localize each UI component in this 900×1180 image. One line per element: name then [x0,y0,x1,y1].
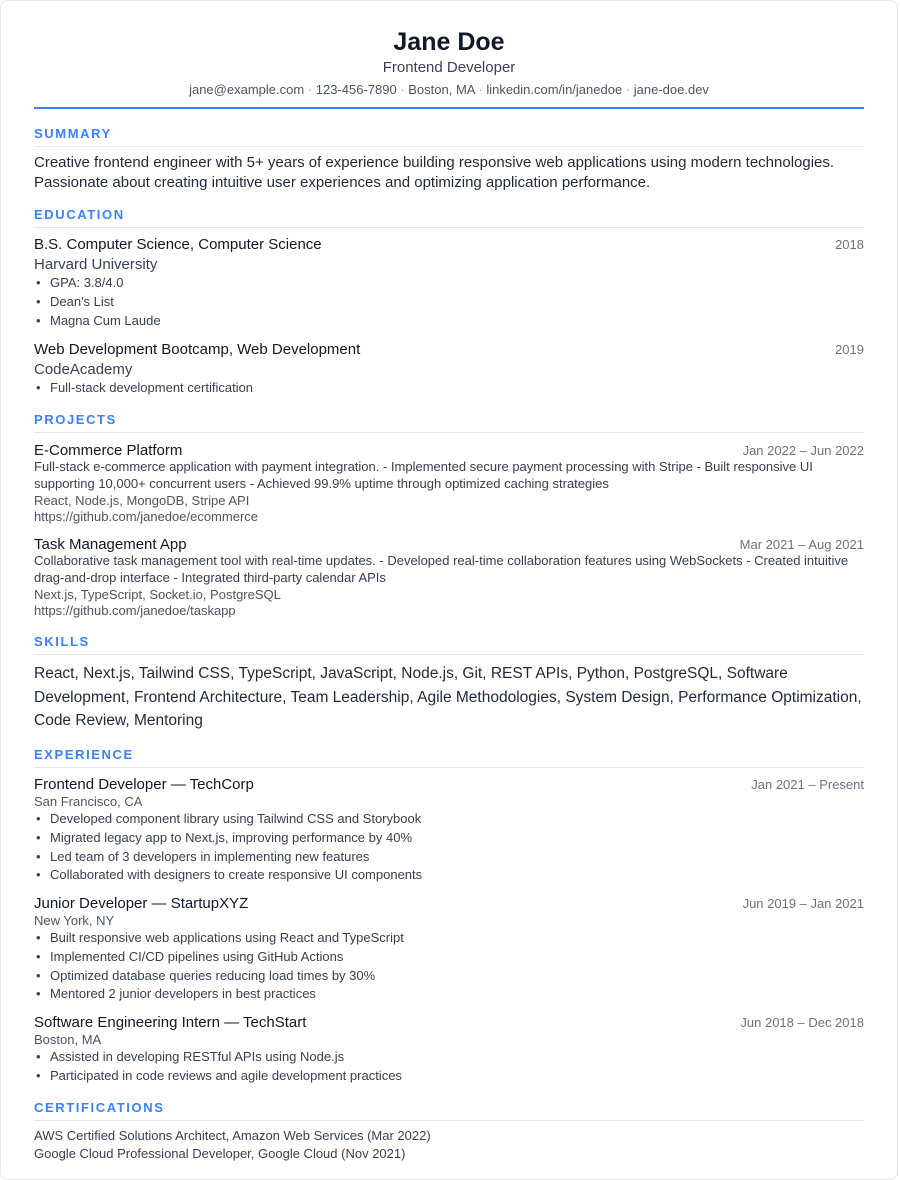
experience-heading: EXPERIENCE [34,747,134,762]
experience-location: San Francisco, CA [34,794,143,809]
education-date: 2019 [835,342,864,357]
projects-divider [34,432,864,433]
project-tech: React, Node.js, MongoDB, Stripe API [34,493,250,508]
education-date: 2018 [835,237,864,252]
list-item: • Built responsive web applications using React and TypeScript [50,929,404,948]
education-divider [34,227,864,228]
project-name: Task Management App [34,536,187,553]
summary-text: Creative frontend engineer with 5+ years of experience building responsive web applications using modern technologies. Passionate about creating intuitive user experiences and optimizing application performance. [34,154,835,191]
experience-role: Junior Developer — StartupXYZ [34,895,249,912]
certifications-heading: CERTIFICATIONS [34,1100,165,1115]
education-school: Harvard University [34,256,158,273]
education-degree: B.S. Computer Science, Computer Science [34,236,322,253]
contact-email[interactable]: jane@example.com [189,82,305,97]
list-item: • Full-stack development certification [50,379,253,398]
projects-heading: PROJECTS [34,412,117,427]
experience-role: Frontend Developer — TechCorp [34,776,254,793]
certification-item: Google Cloud Professional Developer, Google Cloud (Nov 2021) [34,1146,406,1161]
list-item: • Assisted in developing RESTful APIs using Node.js [50,1048,402,1067]
candidate-title: Frontend Developer [382,59,516,76]
skills-list: React, Next.js, Tailwind CSS, TypeScript, JavaScript, Node.js, Git, REST APIs, Python, PostgreSQL, Software Development, Frontend Architecture, Team Leadership, Agile Methodologies, System Design, Performance Optimization, Code Review, Mentoring [34,665,862,729]
list-item: • Magna Cum Laude [50,312,161,331]
project-link[interactable]: https://github.com/janedoe/ecommerce [34,509,259,524]
project-date: Mar 2021 – Aug 2021 [739,537,864,552]
contact-location: Boston, MA [408,82,475,97]
project-description: Collaborative task management tool with real-time updates. - Developed real-time collaboration features using WebSockets - Created intuitive drag-and-drop interface - Integrated third-party calendar APIs [34,553,849,585]
education-heading: EDUCATION [34,207,125,222]
list-item: • Optimized database queries reducing load times by 30% [50,967,404,986]
list-item: • Collaborated with designers to create responsive UI components [50,866,422,885]
project-description: Full-stack e-commerce application with payment integration. - Implemented secure payment processing with Stripe - Built responsive UI supporting 10,000+ concurrent users - Achieved 99.9% uptime through optimized caching strategies [34,459,813,491]
project-name: E-Commerce Platform [34,442,183,459]
summary-divider [34,146,864,147]
contact-line: jane@example.com · 123-456-7890 · Boston, MA · linkedin.com/in/janedoe · jane-doe.dev [189,82,709,97]
skills-heading: SKILLS [34,634,90,649]
list-item: • Mentored 2 junior developers in best practices [50,985,404,1004]
experience-bullets [34,929,404,1004]
education-school: CodeAcademy [34,361,133,378]
experience-date: Jan 2021 – Present [751,777,864,792]
experience-date: Jun 2018 – Dec 2018 [740,1015,864,1030]
project-tech: Next.js, TypeScript, Socket.io, PostgreSQL [34,587,281,602]
list-item: • Developed component library using Tailwind CSS and Storybook [50,810,422,829]
candidate-name: Jane Doe [393,28,505,56]
contact-linkedin[interactable]: linkedin.com/in/janedoe [486,82,623,97]
experience-location: Boston, MA [34,1032,102,1047]
experience-date: Jun 2019 – Jan 2021 [742,896,864,911]
project-date: Jan 2022 – Jun 2022 [742,443,864,458]
certifications-divider [34,1120,864,1121]
header-divider [34,107,864,109]
project-link[interactable]: https://github.com/janedoe/taskapp [34,603,236,618]
summary-heading: SUMMARY [34,126,112,141]
list-item: • Participated in code reviews and agile development practices [50,1067,402,1086]
contact-website[interactable]: jane-doe.dev [633,82,709,97]
list-item: • GPA: 3.8/4.0 [50,274,161,293]
list-item: • Implemented CI/CD pipelines using GitHub Actions [50,948,404,967]
certification-item: AWS Certified Solutions Architect, Amazon Web Services (Mar 2022) [34,1128,431,1143]
education-details [34,274,161,330]
skills-divider [34,654,864,655]
education-details [34,379,253,398]
experience-bullets [34,810,422,885]
experience-role: Software Engineering Intern — TechStart [34,1014,307,1031]
list-item: • Dean's List [50,293,161,312]
experience-location: New York, NY [34,913,115,928]
list-item: • Led team of 3 developers in implementing new features [50,848,422,867]
experience-bullets [34,1048,402,1086]
experience-divider [34,767,864,768]
education-degree: Web Development Bootcamp, Web Development [34,341,361,358]
list-item: • Migrated legacy app to Next.js, improving performance by 40% [50,829,422,848]
contact-phone: 123-456-7890 [315,82,397,97]
